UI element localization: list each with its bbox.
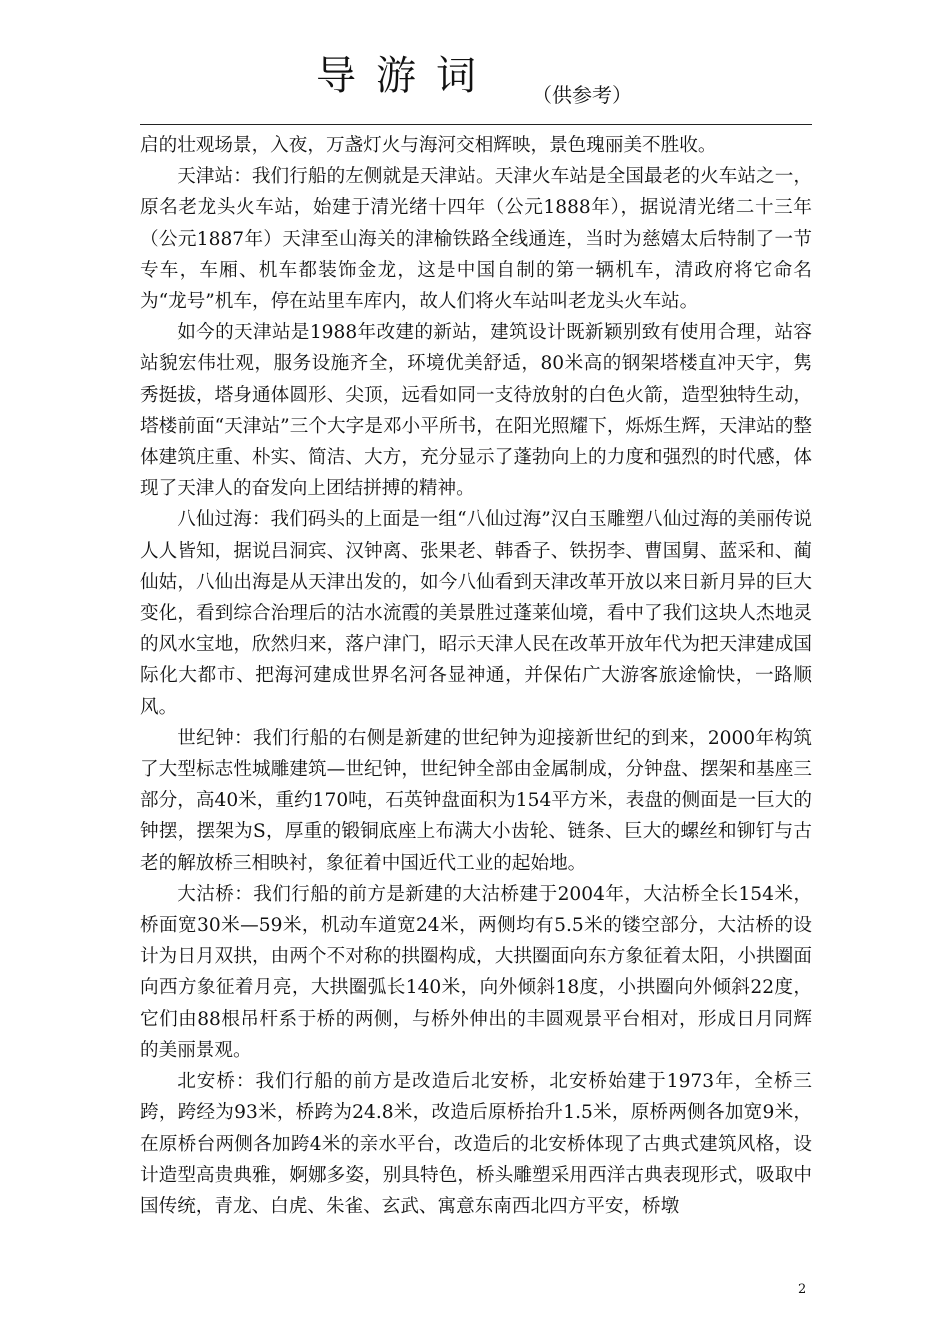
page-number: 2: [798, 1282, 807, 1297]
page-header: [140, 52, 812, 124]
paragraph-century-clock: 世纪钟：我们行船的右侧是新建的世纪钟为迎接新世纪的到来，2000年构筑了大型标志性城雕建筑—世纪钟，世纪钟全部由金属制成，分钟盘、摆架和基座三部分，高40米，重约170吨，石英钟盘面积为154平方米，表盘的侧面是一巨大的钟摆，摆架为S，厚重的锻铜底座上布满大小齿轮、链条、巨大的螺丝和铆钉与古老的解放桥三相映衬，象征着中国近代工业的起始地。: [140, 727, 812, 874]
paragraph-tianjin-station: 天津站：我们行船的左侧就是天津站。天津火车站是全国最老的火车站之一，原名老龙头火车站，始建于清光绪十四年（公元1888年），据说清光绪二十三年（公元1887年）天津至山海关的津榆铁路全线通连，当时为慈嬉太后特制了一节专车，车厢、机车都装饰金龙，这是中国自制的第一辆机车，清政府将它命名为“龙号”机车，停在站里车库内，故人们将火车站叫老龙头火车站。: [140, 166, 812, 313]
paragraph-continued: 启的壮观场景，入夜，万盏灯火与海河交相辉映，景色瑰丽美不胜收。: [140, 135, 717, 156]
document-subtitle: （供参考）: [532, 83, 632, 107]
paragraph-new-station: 如今的天津站是1988年改建的新站，建筑设计既新颖别致有使用合理，站容站貌宏伟壮观，服务设施齐全，环境优美舒适，80米高的钢架塔楼直冲天宇，隽秀挺拔，塔身通体圆形、尖顶，远看如同一支待放射的白色火箭，造型独特生动，塔楼前面“天津站”三个大字是邓小平所书，在阳光照耀下，烁烁生辉，天津站的整体建筑庄重、朴实、简洁、大方，充分显示了蓬勃向上的力度和强烈的时代感，体现了天津人的奋发向上团结拼搏的精神。: [140, 322, 812, 500]
header-rule: [140, 124, 812, 125]
paragraph-beian-bridge: 北安桥：我们行船的前方是改造后北安桥，北安桥始建于1973年，全桥三跨，跨经为93米，桥跨为24.8米，改造后原桥抬升1.5米，原桥两侧各加宽9米，在原桥台两侧各加跨4米的亲水平台，改造后的北安桥体现了古典式建筑风格，设计造型高贵典雅，婀娜多姿，别具特色，桥头雕塑采用西洋古典表现形式，吸取中国传统，青龙、白虎、朱雀、玄武、寓意东南西北四方平安，桥墩: [140, 1071, 812, 1217]
paragraph-dagu-bridge: 大沽桥：我们行船的前方是新建的大沽桥建于2004年，大沽桥全长154米，桥面宽30米—59米，机动车道宽24米，两侧均有5.5米的镂空部分，大沽桥的设计为日月双拱，由两个不对称的拱圈构成，大拱圈面向东方象征着太阳，小拱圈面向西方象征着月亮，大拱圈弧长140米，向外倾斜18度，小拱圈向外倾斜22度，它们由88根吊杆系于桥的两侧，与桥外伸出的丰圆观景平台相对，形成日月同辉的美丽景观。: [140, 883, 812, 1061]
document-body: [140, 130, 812, 1222]
paragraph-eight-immortals: 八仙过海：我们码头的上面是一组“八仙过海”汉白玉雕塑八仙过海的美丽传说人人皆知，据说吕洞宾、汉钟离、张果老、韩香子、铁拐李、曹国舅、蓝采和、蔺仙姑，八仙出海是从天津出发的，如今八仙看到天津改革开放以来日新月异的巨大变化，看到综合治理后的沽水流霞的美景胜过蓬莱仙境，看中了我们这块人杰地灵的风水宝地，欣然归来，落户津门，昭示天津人民在改革开放年代为把天津建成国际化大都市、把海河建成世界名河各显神通，并保佑广大游客旅途愉快，一路顺风。: [140, 509, 812, 718]
document-title: 导游词: [316, 53, 496, 99]
